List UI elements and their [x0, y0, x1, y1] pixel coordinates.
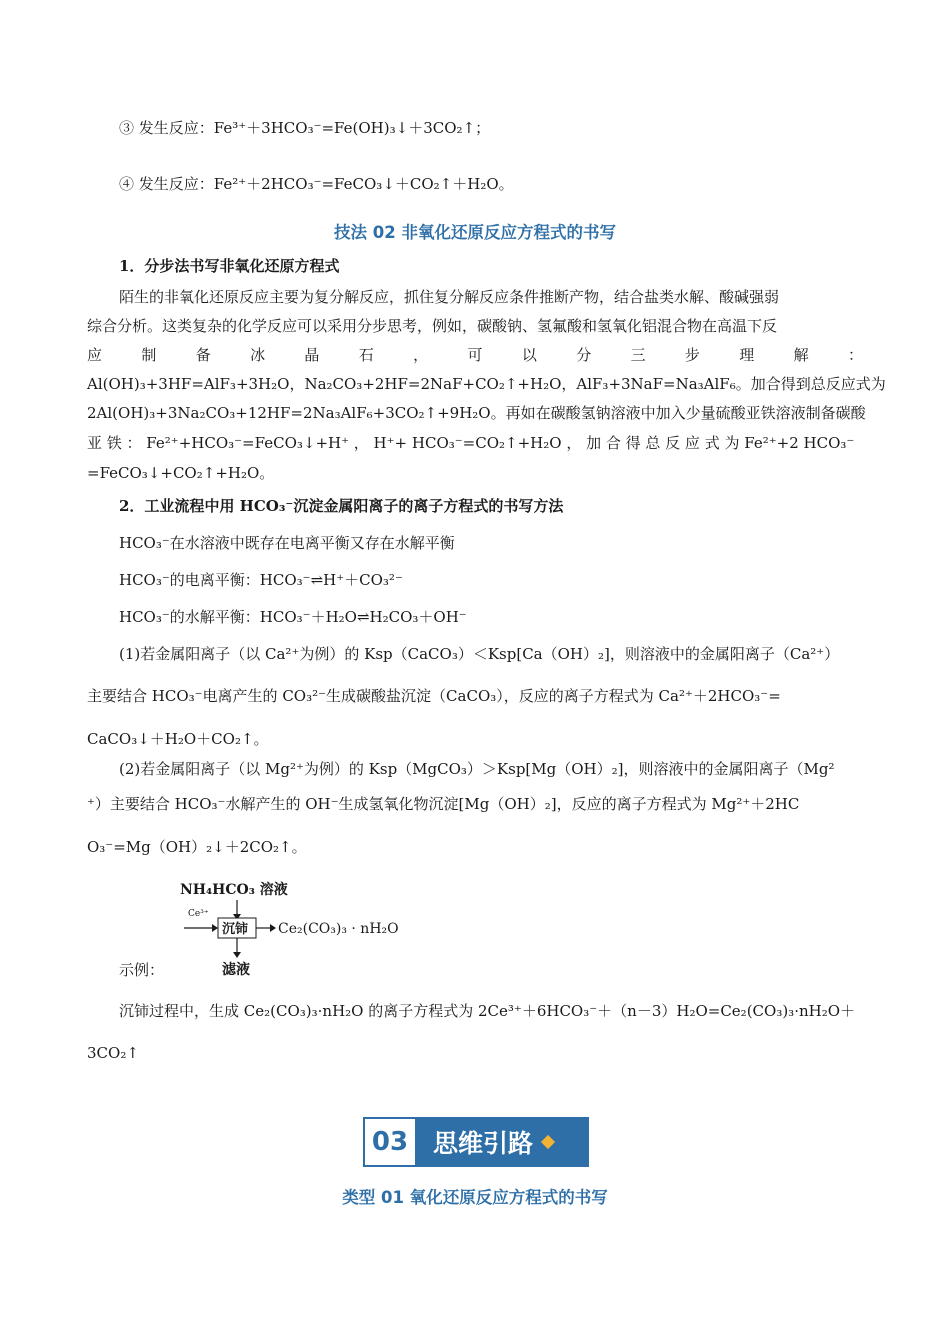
subsection-title-2: 2．工业流程中用 HCO₃⁻沉淀金属阳离子的离子方程式的书写方法: [119, 497, 564, 515]
paragraph-line: 陌生的非氧化还原反应主要为复分解反应，抓住复分解反应条件推断产物，结合盐类水解、酸碱强弱: [119, 288, 780, 306]
diamond-icon: [541, 1135, 555, 1149]
arrowhead: [233, 952, 241, 958]
banner-number: 03: [363, 1117, 417, 1167]
example-label: 示例：: [119, 961, 165, 979]
reaction-3: ③ 发生反应：Fe³⁺＋3HCO₃⁻=Fe(OH)₃↓＋3CO₂↑；: [119, 119, 491, 137]
diagram-bottom-label: 滤液: [222, 962, 250, 978]
arrowhead: [270, 924, 276, 932]
paragraph-line: 综合分析。这类复杂的化学反应可以采用分步思考，例如，碳酸钠、氢氟酸和氢氧化铝混合物在高温下反: [87, 317, 778, 335]
diagram-top-label: NH₄HCO₃ 溶液: [180, 882, 288, 898]
example-line: 3CO₂↑: [87, 1044, 139, 1062]
reaction-4: ④ 发生反应：Fe²⁺＋2HCO₃⁻=FeCO₃↓＋CO₂↑＋H₂O。: [119, 175, 514, 193]
case-2-line: ⁺）主要结合 HCO₃⁻水解产生的 OH⁻生成氢氧化物沉淀[Mg（OH）₂]，反应的离子方程式为 Mg²⁺＋2HC: [87, 795, 800, 813]
ionization-equilibrium: HCO₃⁻的电离平衡：HCO₃⁻⇌H⁺＋CO₃²⁻: [119, 571, 403, 589]
paragraph-line: 2Al(OH)₃+3Na₂CO₃+12HF=2Na₃AlF₆+3CO₂↑+9H₂O。再如在碳酸氢钠溶液中加入少量硫酸亚铁溶液制备碳酸: [87, 404, 866, 422]
arrowhead: [212, 924, 218, 932]
paragraph-line: 应 制 备 冰 晶 石 ， 可 以 分 三 步 理 解 ：: [87, 346, 863, 364]
section-banner: [363, 1117, 589, 1167]
diagram-right-label: Ce₂(CO₃)₃ · nH₂O: [278, 921, 399, 937]
subsection-title-1: 1．分步法书写非氧化还原方程式: [119, 257, 340, 275]
case-2-line: (2)若金属阳离子（以 Mg²⁺为例）的 Ksp（MgCO₃）＞Ksp[Mg（OH）₂]，则溶液中的金属阳离子（Mg²: [119, 760, 835, 778]
case-1-line: 主要结合 HCO₃⁻电离产生的 CO₃²⁻生成碳酸盐沉淀（CaCO₃），反应的离子方程式为 Ca²⁺＋2HCO₃⁻=: [87, 687, 781, 705]
banner-title-box: [417, 1117, 589, 1167]
hydrolysis-equilibrium: HCO₃⁻的水解平衡：HCO₃⁻＋H₂O⇌H₂CO₃＋OH⁻: [119, 608, 467, 626]
type-01-heading: 类型 01 氧化还原反应方程式的书写: [342, 1188, 608, 1207]
diagram-left-label: Ce³⁺: [188, 909, 209, 919]
banner-title: 思维引路: [433, 1129, 534, 1158]
body-line: HCO₃⁻在水溶液中既存在电离平衡又存在水解平衡: [119, 534, 455, 552]
example-line: 沉铈过程中，生成 Ce₂(CO₃)₃·nH₂O 的离子方程式为 2Ce³⁺＋6HCO₃⁻＋（n－3）H₂O=Ce₂(CO₃)₃·nH₂O＋: [119, 1002, 856, 1020]
case-1-line: (1)若金属阳离子（以 Ca²⁺为例）的 Ksp（CaCO₃）＜Ksp[Ca（OH）₂]，则溶液中的金属阳离子（Ca²⁺）: [119, 645, 840, 663]
case-2-line: O₃⁻=Mg（OH）₂↓＋2CO₂↑。: [87, 838, 307, 856]
case-1-line: CaCO₃↓＋H₂O＋CO₂↑。: [87, 730, 269, 748]
paragraph-line: Al(OH)₃+3HF=AlF₃+3H₂O，Na₂CO₃+2HF=2NaF+CO₂↑+H₂O，AlF₃+3NaF=Na₃AlF₆。加合得到总反应式为: [87, 375, 886, 393]
paragraph-line: =FeCO₃↓+CO₂↑+H₂O。: [87, 464, 275, 482]
diagram-box-label: 沉铈: [222, 922, 249, 937]
section-heading-technique-02: 技法 02 非氧化还原反应方程式的书写: [334, 223, 616, 242]
paragraph-line: 亚 铁 ： Fe²⁺+HCO₃⁻=FeCO₃↓+H⁺ ， H⁺+ HCO₃⁻=CO₂↑+H₂O ， 加 合 得 总 反 应 式 为 Fe²⁺+2 HCO₃⁻: [87, 434, 855, 452]
